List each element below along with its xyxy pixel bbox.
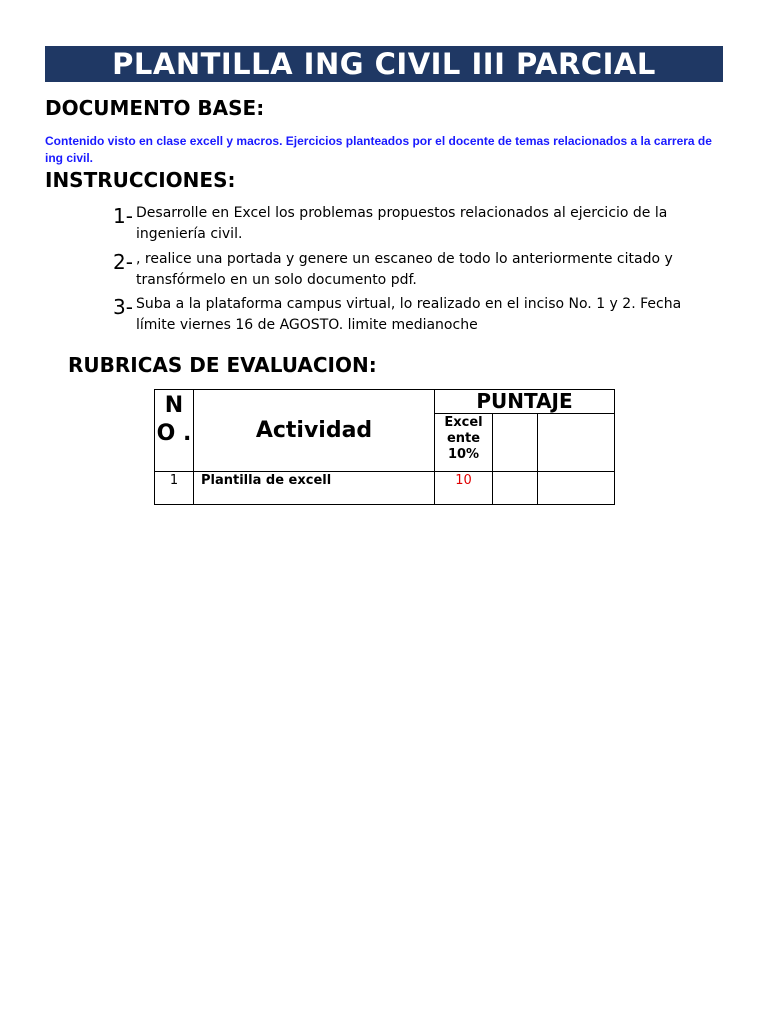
row-excelente-value: 10 xyxy=(435,472,493,505)
instruction-number: 3- xyxy=(113,295,133,319)
header-excelente: Excel ente 10% xyxy=(435,414,493,472)
instruction-number: 2- xyxy=(113,250,133,274)
header-empty-cell xyxy=(538,414,615,472)
instruction-item-3 xyxy=(113,297,723,336)
table-row xyxy=(155,472,615,505)
instruction-number: 1- xyxy=(113,204,133,228)
row-number: 1 xyxy=(155,472,194,505)
rubric-table xyxy=(154,389,615,505)
row-empty-cell xyxy=(538,472,615,505)
instruction-text: Desarrolle en Excel los problemas propuestos relacionados al ejercicio de la ingeniería civil. xyxy=(136,205,668,242)
page-title: PLANTILLA ING CIVIL III PARCIAL xyxy=(45,46,723,82)
header-no: N O . xyxy=(155,390,194,472)
rubricas-heading: RUBRICAS DE EVALUACION: xyxy=(68,353,377,377)
instruction-text: Suba a la plataforma campus virtual, lo realizado en el inciso No. 1 y 2. Fecha límite viernes 16 de AGOSTO. limite medianoche xyxy=(136,296,682,333)
instrucciones-heading: INSTRUCCIONES: xyxy=(45,168,236,192)
instruction-item-1 xyxy=(113,206,723,245)
header-actividad: Actividad xyxy=(194,390,435,472)
row-empty-cell xyxy=(493,472,538,505)
row-actividad: Plantilla de excell xyxy=(194,472,435,505)
documento-base-text: Contenido visto en clase excell y macros. Ejercicios planteados por el docente de temas relacionados a la carrera de ing civil. xyxy=(45,134,712,165)
header-empty-cell xyxy=(493,414,538,472)
header-puntaje: PUNTAJE xyxy=(435,390,615,414)
instruction-item-2 xyxy=(113,252,723,291)
instruction-text: , realice una portada y genere un escaneo de todo lo anteriormente citado y transfórmelo en un solo documento pdf. xyxy=(136,251,673,288)
documento-base-heading: DOCUMENTO BASE: xyxy=(45,96,265,120)
